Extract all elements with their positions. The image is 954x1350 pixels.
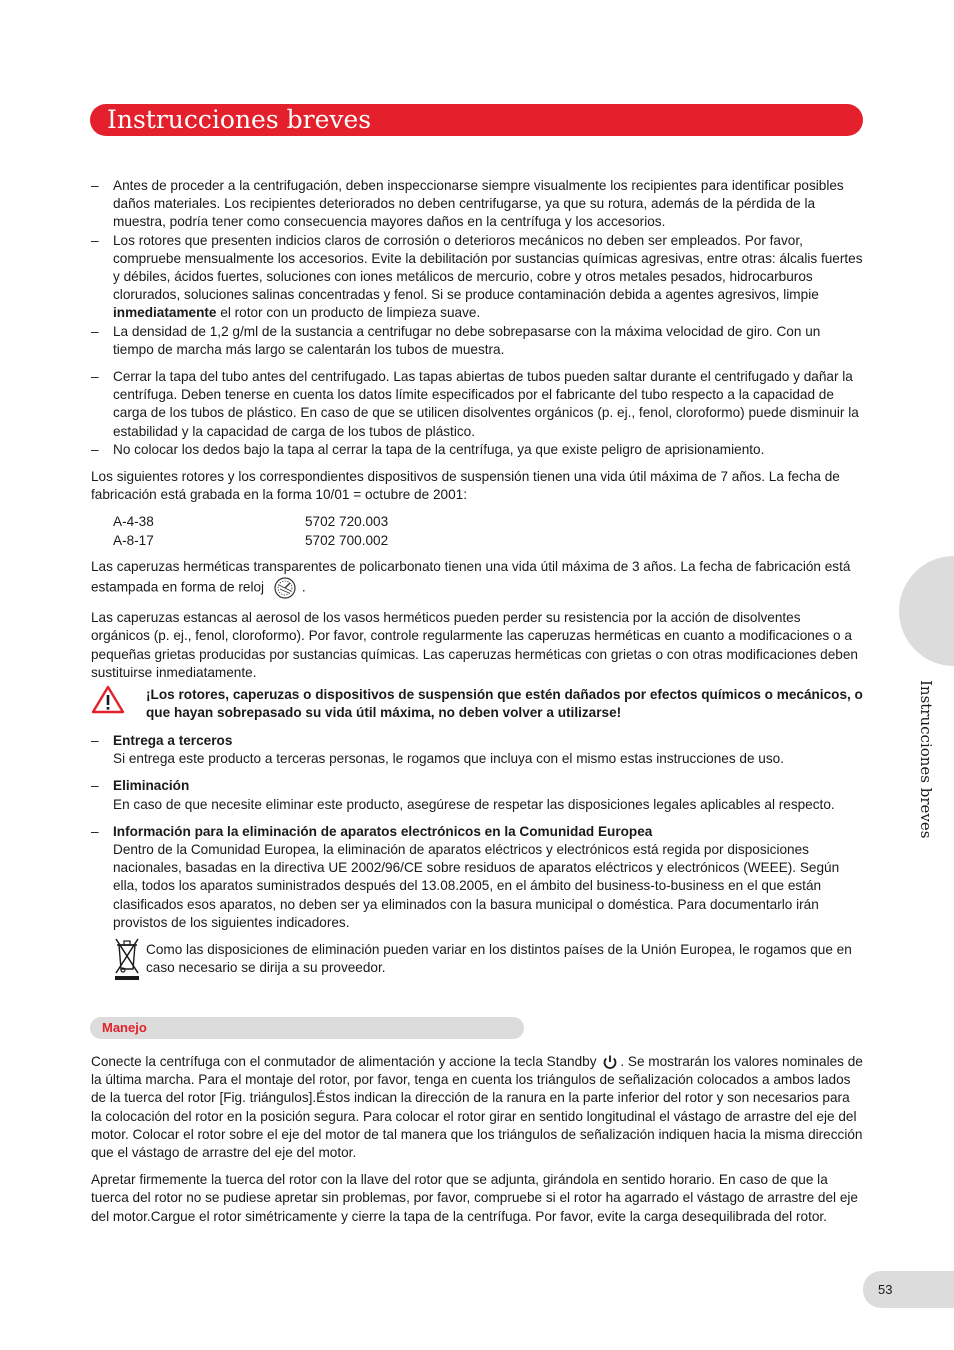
warning-row — [91, 686, 863, 722]
clock-stamp-icon — [268, 576, 302, 600]
manejo-text: . Se mostrarán los valores nominales de la última marcha. Para el montaje del rotor, por favor, tenga en cuenta los triángulos de señalización colocados a ambos lados de la tuerca del rotor [Fig. triángulos].Éstos indican la dirección de la ranura en la parte inferior del rotor y son necesarios para la colocación del rotor en la posición segura. Para colocar el rotor girar en sentido longitudinal el vástago de arrastre del eje del motor. Colocar el rotor sobre el eje del motor de tal manera que los triángulos de señalización indiquen hacia la misma dirección que el vástago de arrastre del eje del motor. — [91, 1054, 863, 1161]
caps-text-end: . — [301, 579, 306, 595]
weee-note — [91, 941, 863, 977]
third-party-heading: Entrega a terceros — [113, 733, 233, 748]
bullet-text-part: el rotor con un producto de limpieza suave. — [216, 305, 481, 321]
dash: – — [91, 441, 99, 457]
bullet-bold: inmediatamente — [113, 305, 217, 321]
dash: – — [91, 823, 99, 839]
weee-note-text: Como las disposiciones de eliminación pueden variar en los distintos países de la Unión Europea, le rogamos que en caso necesario se dirija a su proveedor. — [146, 942, 852, 976]
aerosol-paragraph: Las caperuzas estancas al aerosol de los vasos herméticos pueden perder su resistencia por la acción de disolventes orgánicos (p. ej., fenol, cloroformo). Por favor, controle regularmente las caperuzas herméticas en cuanto a modificaciones o a pequeñas grietas producidas por sustancias químicas. Las caperuzas herméticas con grietas o con otras modificaciones deben sustituirse inmediatamente. — [91, 610, 858, 680]
bullet-text — [113, 232, 863, 323]
dash: – — [91, 178, 99, 193]
list-item — [91, 441, 863, 459]
list-item — [91, 732, 863, 768]
list-item — [91, 177, 863, 232]
dash: – — [91, 369, 99, 384]
standby-icon — [600, 1054, 620, 1070]
eu-info-text: Dentro de la Comunidad Europea, la eliminación de aparatos eléctricos y electrónicos está regida por disposiciones nacionales, basadas en la directiva UE 2002/96/CE sobre residuos de aparatos eléctricos y electrónicos (WEEE). Según ella, todos los aparatos suministrados después del 13.08.2005, en el ámbito del business-to-business en el que están clasificados esos aparatos, no deben ser ya eliminados con la basura municipal o doméstica. Para documentarlo irán provistos de los siguientes indicadores. — [113, 842, 840, 930]
rotor-table — [91, 513, 863, 549]
page-number: 53 — [878, 1282, 893, 1297]
weee-bin-icon — [113, 935, 141, 981]
list-item — [91, 823, 863, 932]
table-row — [113, 513, 863, 531]
bullets-second — [91, 368, 863, 459]
section-bar-manejo — [90, 1017, 524, 1039]
lifespan-paragraph: Los siguientes rotores y los correspondientes dispositivos de suspensión tienen una vida útil máxima de 7 años. La fecha de fabricación está grabada en la forma 10/01 = octubre de 2001: — [91, 469, 840, 503]
bullet-text: No colocar los dedos bajo la tapa al cerrar la tapa de la centrífuga, ya que existe peligro de aprisionamiento. — [113, 441, 765, 457]
third-party-section — [91, 732, 863, 977]
disposal-text: En caso de que necesite eliminar este producto, asegúrese de respetar las disposiciones legales aplicables al respecto. — [113, 796, 835, 812]
third-party-text: Si entrega este producto a terceras personas, le rogamos que incluya con el mismo estas instrucciones de uso. — [113, 751, 784, 767]
list-item — [91, 368, 863, 441]
dash: – — [91, 323, 99, 339]
warning-triangle-icon — [91, 684, 125, 714]
dash: – — [91, 733, 99, 748]
section-title: Manejo — [102, 1020, 147, 1035]
disposal-heading: Eliminación — [113, 778, 190, 794]
manejo-section — [91, 1053, 863, 1226]
bullets-top — [91, 177, 863, 359]
list-item — [91, 232, 863, 323]
warning-text: ¡Los rotores, caperuzas o dispositivos de suspensión que estén dañados por efectos químicos o mecánicos, o que hayan sobrepasado su vida útil máxima, no deben volver a utilizarse! — [146, 687, 863, 721]
rotor-name: A-4-38 — [113, 514, 154, 530]
list-item — [91, 777, 863, 813]
title-bar — [90, 104, 863, 136]
manejo-paragraph-2: Apretar firmemente la tuerca del rotor con la llave del rotor que se adjunta, girándola en sentido horario. En caso de que la tuerca del rotor no se pudiese apretar sin problemas, por favor, compruebe si el rotor ha agarrado el vástago de arrastre del eje del motor.Cargue el rotor simétricamente y cierre la tapa de la centrífuga. Por favor, evite la carga desequilibrada del rotor. — [91, 1172, 858, 1224]
manejo-text: Conecte la centrífuga con el conmutador de alimentación y accione la tecla Standby — [91, 1054, 597, 1069]
caps-paragraph — [91, 558, 863, 600]
list-item — [91, 323, 863, 359]
dash: – — [91, 232, 99, 248]
bullet-text: La densidad de 1,2 g/ml de la sustancia a centrifugar no debe sobrepasarse con la máxima velocidad de giro. Con un tiempo de marcha más largo se calentarán los tubos de muestra. — [113, 323, 821, 357]
table-row — [113, 532, 863, 550]
side-tab — [899, 556, 954, 666]
caps-text: Las caperuzas herméticas transparentes de policarbonato tienen una vida útil máxima de 3 años. La fecha de fabricación está estampada en forma de reloj — [91, 559, 851, 595]
rotor-code: 5702 720.003 — [305, 514, 389, 530]
rotor-name: A-8-17 — [113, 532, 154, 548]
side-label: Instrucciones breves — [917, 680, 935, 839]
bullet-text-part: Los rotores que presenten indicios claros de corrosión o deterioros mecánicos no deben ser empleados. Por favor, compruebe mensualmente los accesorios. Evite la debilitación por sustancias químicas agresivas, entre otras: álcalis fuertes y débiles, ácidos fuertes, soluciones con iones metálicos de mercurio, cobre y otros metales pesados, hidrocarburos clorurados, soluciones salinas concentradas y fenol. Si se produce contaminación debida a agentes agresivos, limpie — [113, 232, 863, 303]
page-number-tab — [863, 1271, 954, 1308]
rotor-code: 5702 700.002 — [305, 532, 389, 548]
dash: – — [91, 778, 99, 794]
page-title: Instrucciones breves — [107, 105, 372, 134]
side-label-container — [912, 680, 942, 855]
warning-box — [91, 686, 863, 722]
bullet-text: Cerrar la tapa del tubo antes del centrifugado. Las tapas abiertas de tubos pueden saltar durante el centrifugado y dañar la centrífuga. Deben tenerse en cuenta los datos límite especificados por el fabricante del tubo respecto a la capacidad de carga de los tubos de plástico. En caso de que se utilicen disolventes orgánicos (p. ej., fenol, cloroformo) puede disminuir la estabilidad y la capacidad de carga de los tubos de plástico. — [113, 369, 859, 439]
manejo-paragraph-1 — [91, 1053, 863, 1162]
eu-info-heading: Información para la eliminación de aparatos electrónicos en la Comunidad Europea — [113, 823, 653, 839]
bullet-text: Antes de proceder a la centrifugación, deben inspeccionarse siempre visualmente los recipientes para identificar posibles daños materiales. Los recipientes deteriorados no deben centrifugarse, ya que su rotura, además de la pérdida de la muestra, podría tener como consecuencia mayores daños en la centrífuga y los accesorios. — [113, 178, 844, 230]
lifespan-section — [91, 468, 863, 550]
caps-section — [91, 558, 863, 682]
